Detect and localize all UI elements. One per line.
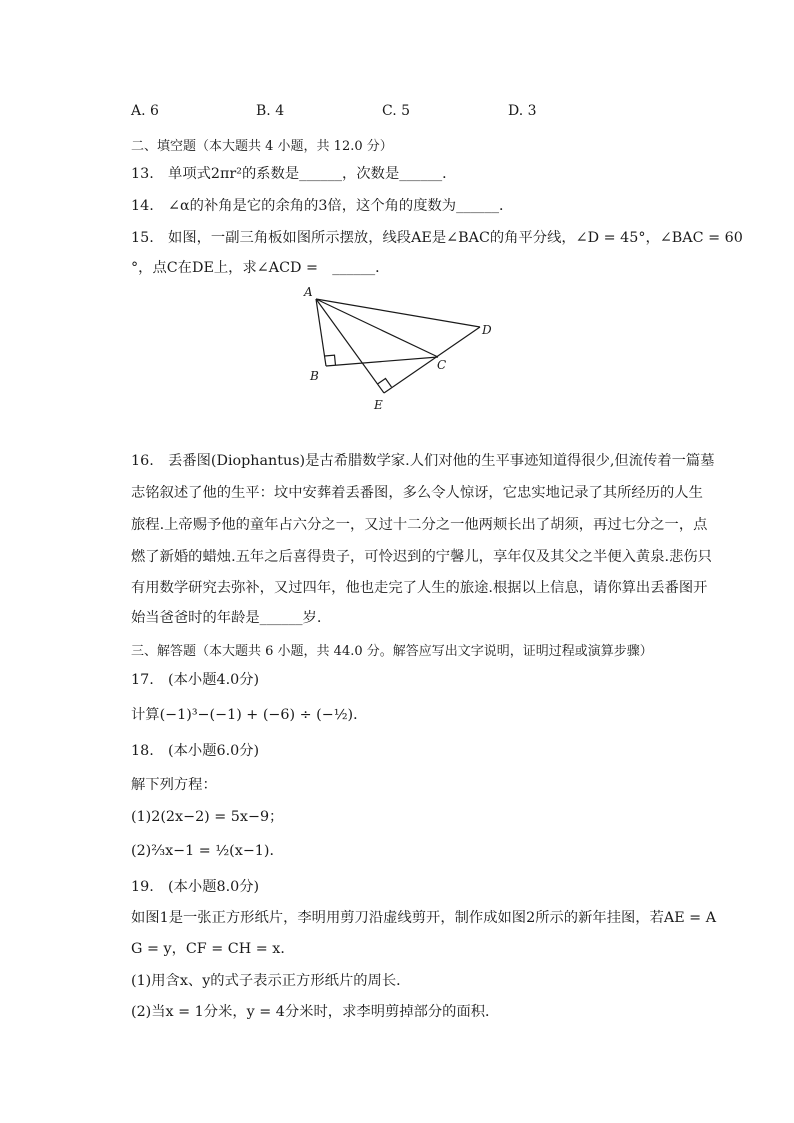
section3-header: 三、解答题（本大题共 6 小题，共 44.0 分。解答应写出文字说明，证明过程或演算步骤）	[131, 644, 653, 659]
label-b: B	[310, 369, 319, 383]
label-c: C	[437, 358, 447, 372]
segment-ad	[316, 299, 480, 327]
question-19-line2: G = y，CF = CH = x．	[131, 941, 295, 957]
question-18-eq2: (2)⅔x−1 = ½(x−1)．	[131, 843, 284, 859]
question-16-line4: 燃了新婚的蜡烛.五年之后喜得贵子，可怜迟到的宁馨儿，享年仅及其父之半便入黄泉.悲伤只	[131, 549, 712, 565]
segment-ab	[316, 299, 326, 366]
question-16-line2: 志铭叙述了他的生平：坟中安葬着丢番图，多么令人惊讶，它忠实地记录了其所经历的人生	[131, 485, 703, 501]
question-19-part1: (1)用含x、y的式子表示正方形纸片的周长．	[131, 973, 411, 989]
question-18-eq1: (1)2(2x−2) = 5x−9；	[131, 809, 284, 825]
question-16-line5: 有用数学研究去弥补，又过四年，他也走完了人生的旅途.根据以上信息，请你算出丢番图开	[131, 580, 708, 596]
question-16-line3: 旅程.上帝赐予他的童年占六分之一，又过十二分之一他两颊长出了胡须，再过七分之一，点	[131, 517, 708, 533]
question-17-body: 计算(−1)³−(−1) + (−6) ÷ (−½)．	[131, 707, 368, 723]
question-15-line2: °，点C在DE上，求∠ACD = ______．	[131, 260, 390, 276]
section2-header: 二、填空题（本大题共 4 小题，共 12.0 分）	[131, 139, 393, 154]
label-a: A	[304, 285, 313, 299]
segment-ae	[316, 299, 384, 393]
option-b: B. 4	[256, 103, 285, 119]
option-c: C. 5	[382, 103, 411, 119]
question-15-line1: 15. 如图，一副三角板如图所示摆放，线段AE是∠BAC的角平分线，∠D = 45°，∠BAC = 60	[131, 230, 743, 246]
question-19-title: 19. (本小题8.0分)	[131, 879, 260, 895]
question-19-part2: (2)当x = 1分米，y = 4分米时，求李明剪掉部分的面积．	[131, 1004, 500, 1020]
question-16-line6: 始当爸爸时的年龄是______岁.	[131, 610, 322, 626]
question-19-line1: 如图1是一张正方形纸片，李明用剪刀沿虚线剪开，制作成如图2所示的新年挂图，若AE = A	[131, 910, 717, 926]
option-d: D. 3	[508, 103, 537, 119]
label-d: D	[482, 323, 492, 337]
segment-ac	[316, 299, 438, 357]
question-18-title: 18. (本小题6.0分)	[131, 743, 260, 759]
right-angle-e	[378, 379, 392, 388]
question-13: 13. 单项式2πr²的系数是______，次数是______．	[131, 166, 457, 182]
question-17-title: 17. (本小题4.0分)	[131, 672, 260, 688]
segment-bc	[326, 357, 438, 366]
question-18-intro: 解下列方程：	[131, 777, 217, 793]
triangle-figure	[300, 282, 510, 417]
label-e: E	[374, 398, 383, 412]
option-a: A. 6	[131, 103, 159, 119]
question-16-line1: 16. 丢番图(Diophantus)是古希腊数学家.人们对他的生平事迹知道得很少,但流传着一篇墓	[131, 453, 715, 469]
question-14: 14. ∠α的补角是它的余角的3倍，这个角的度数为______．	[131, 198, 514, 214]
